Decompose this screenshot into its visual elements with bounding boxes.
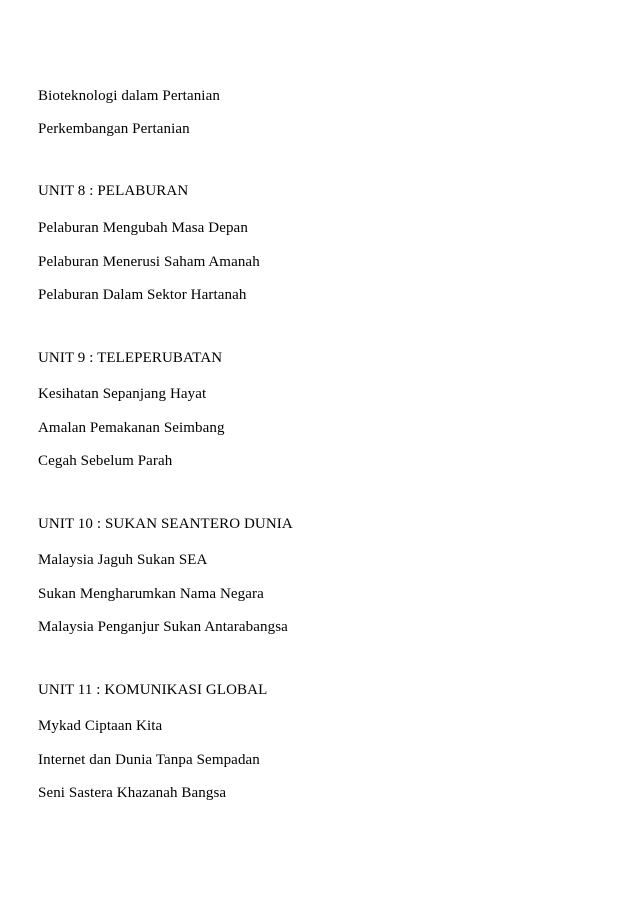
topic-item: Amalan Pemakanan Seimbang xyxy=(38,420,225,436)
unit-heading: UNIT 10 : SUKAN SEANTERO DUNIA xyxy=(38,516,293,532)
unit-heading: UNIT 9 : TELEPERUBATAN xyxy=(38,350,223,366)
topic-item: Pelaburan Menerusi Saham Amanah xyxy=(38,254,260,270)
unit-heading: UNIT 8 : PELABURAN xyxy=(38,183,189,199)
topic-item: Internet dan Dunia Tanpa Sempadan xyxy=(38,752,260,768)
topic-item: Kesihatan Sepanjang Hayat xyxy=(38,386,207,402)
unit-heading: UNIT 11 : KOMUNIKASI GLOBAL xyxy=(38,682,268,698)
topic-item: Malaysia Jaguh Sukan SEA xyxy=(38,552,208,568)
topic-item: Seni Sastera Khazanah Bangsa xyxy=(38,785,227,801)
topic-item: Pelaburan Dalam Sektor Hartanah xyxy=(38,287,247,303)
topic-item: Perkembangan Pertanian xyxy=(38,121,190,137)
topic-item: Bioteknologi dalam Pertanian xyxy=(38,88,220,104)
topic-item: Cegah Sebelum Parah xyxy=(38,453,173,469)
topic-item: Sukan Mengharumkan Nama Negara xyxy=(38,586,264,602)
topic-item: Pelaburan Mengubah Masa Depan xyxy=(38,220,248,236)
topic-item: Malaysia Penganjur Sukan Antarabangsa xyxy=(38,619,288,635)
topic-item: Mykad Ciptaan Kita xyxy=(38,718,163,734)
